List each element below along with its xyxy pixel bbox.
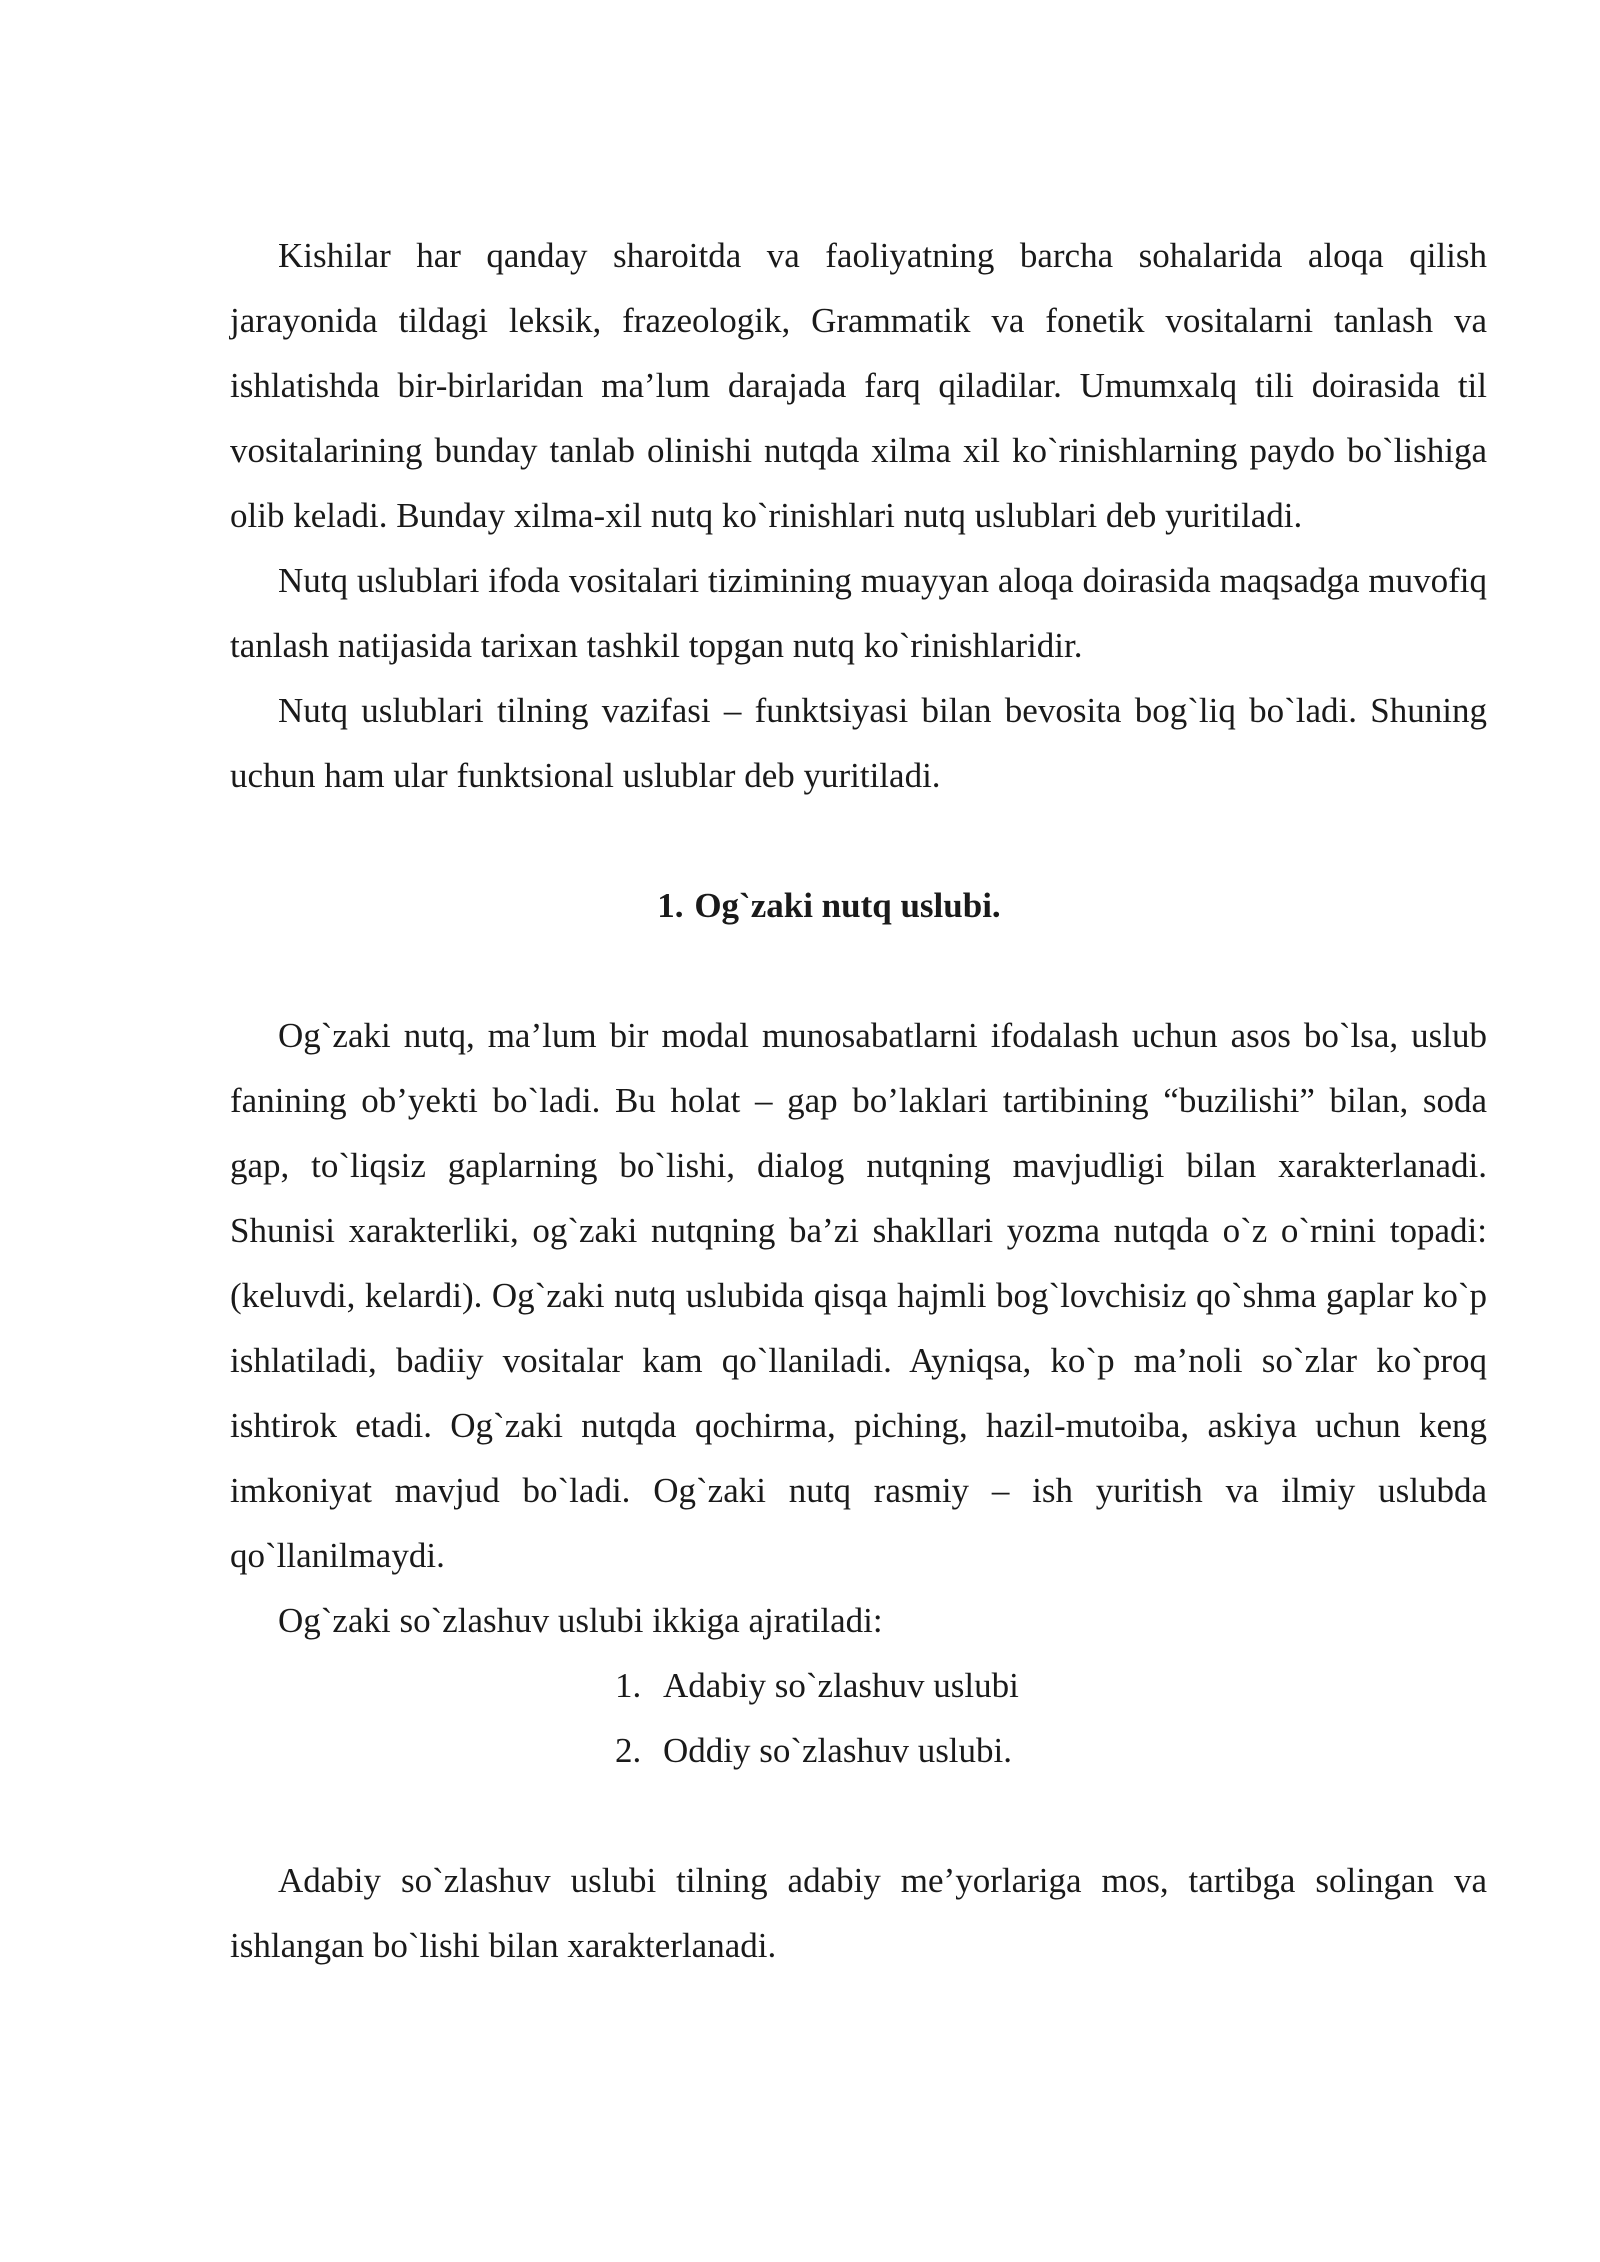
- list-item-number: 2.: [615, 1731, 642, 1770]
- list-item: [615, 1653, 1487, 1718]
- list-item-number: 1.: [615, 1666, 642, 1705]
- document-page: [230, 223, 1487, 1978]
- body-paragraph-3: Adabiy so`zlashuv uslubi tilning adabiy me’yorlariga mos, tartibga solingan va ishlangan bo`lishi bilan xarakterlanadi.: [230, 1861, 1487, 1965]
- intro-paragraph-1: Kishilar har qanday sharoitda va faoliyatning barcha sohalarida aloqa qilish jarayonida tildagi leksik, frazeologik, Grammatik va fonetik vositalarni tanlash va ishlatishda bir-birlaridan ma’lum darajada farq qiladilar. Umumxalq tili doirasida til vositalarining bunday tanlab olinishi nutqda xilma xil ko`rinishlarning paydo bo`lishiga olib keladi. Bunday xilma-xil nutq ko`rinishlari nutq uslublari deb yuritiladi.: [230, 236, 1487, 535]
- body-paragraph-2: Og`zaki so`zlashuv uslubi ikkiga ajratiladi:: [278, 1601, 883, 1640]
- intro-paragraph-2: Nutq uslublari ifoda vositalari tizimining muayyan aloqa doirasida maqsadga muvofiq tanlash natijasida tarixan tashkil topgan nutq ko`rinishlaridir.: [230, 561, 1487, 665]
- list-item-text: Adabiy so`zlashuv uslubi: [663, 1666, 1019, 1705]
- section-title: Og`zaki nutq uslubi.: [694, 886, 1001, 925]
- list-item-text: Oddiy so`zlashuv uslubi.: [663, 1731, 1013, 1770]
- section-heading: [230, 873, 1487, 938]
- style-types-list: [230, 1653, 1487, 1783]
- spacer: [230, 1783, 1487, 1848]
- section-number: 1.: [657, 886, 684, 925]
- intro-paragraph-3: Nutq uslublari tilning vazifasi – funktsiyasi bilan bevosita bog`liq bo`ladi. Shuning uchun ham ular funktsional uslublar deb yuritiladi.: [230, 691, 1487, 795]
- body-paragraph-1: Og`zaki nutq, ma’lum bir modal munosabatlarni ifodalash uchun asos bo`lsa, uslub fanining ob’yekti bo`ladi. Bu holat – gap bo’laklari tartibining “buzilishi” bilan, soda gap, to`liqsiz gaplarning bo`lishi, dialog nutqning mavjudligi bilan xarakterlanadi. Shunisi xarakterliki, og`zaki nutqning ba’zi shakllari yozma nutqda o`z o`rnini topadi: (keluvdi, kelardi). Og`zaki nutq uslubida qisqa hajmli bog`lovchisiz qo`shma gaplar ko`p ishlatiladi, badiiy vositalar kam qo`llaniladi. Ayniqsa, ko`p ma’noli so`zlar ko`proq ishtirok etadi. Og`zaki nutqda qochirma, piching, hazil-mutoiba, askiya uchun keng imkoniyat mavjud bo`ladi. Og`zaki nutq rasmiy – ish yuritish va ilmiy uslubda qo`llanilmaydi.: [230, 1016, 1487, 1575]
- list-item: [615, 1718, 1487, 1783]
